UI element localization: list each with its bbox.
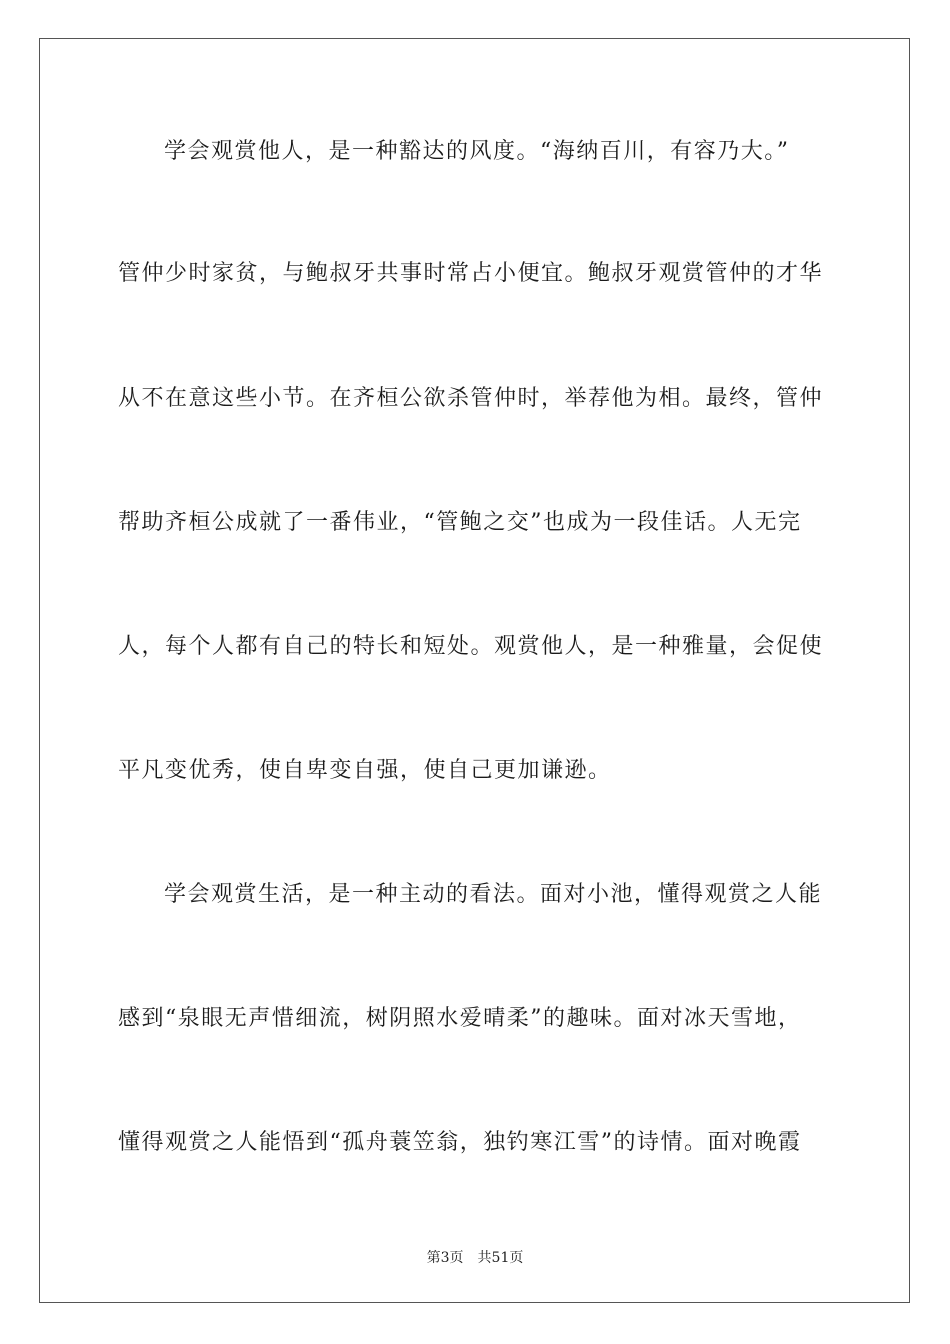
page-footer [0,1248,950,1268]
text-line: 帮助齐桓公成就了一番伟业，“管鲍之交”也成为一段佳话。人无完 [118,510,802,535]
page-total: 共51页 [477,1250,524,1266]
text-line: 平凡变优秀，使自卑变自强，使自己更加谦逊。 [118,758,612,783]
text-line: 人，每个人都有自己的特长和短处。观赏他人，是一种雅量，会促使 [118,634,824,659]
page-border [39,38,910,1303]
page-number: 第3页 [426,1250,464,1266]
text-line: 学会观赏生活，是一种主动的看法。面对小池，懂得观赏之人能 [164,882,823,907]
text-line: 感到“泉眼无声惜细流，树阴照水爱晴柔”的趣味。面对冰天雪地， [118,1006,802,1031]
text-line: 管仲少时家贫，与鲍叔牙共事时常占小便宜。鲍叔牙观赏管仲的才华 [118,261,824,286]
text-line: 学会观赏他人，是一种豁达的风度。“海纳百川，有容乃大。” [164,139,790,164]
text-line: 懂得观赏之人能悟到“孤舟蓑笠翁，独钓寒江雪”的诗情。面对晚霞 [118,1130,802,1155]
text-line: 从不在意这些小节。在齐桓公欲杀管仲时，举荐他为相。最终，管仲 [118,386,824,411]
